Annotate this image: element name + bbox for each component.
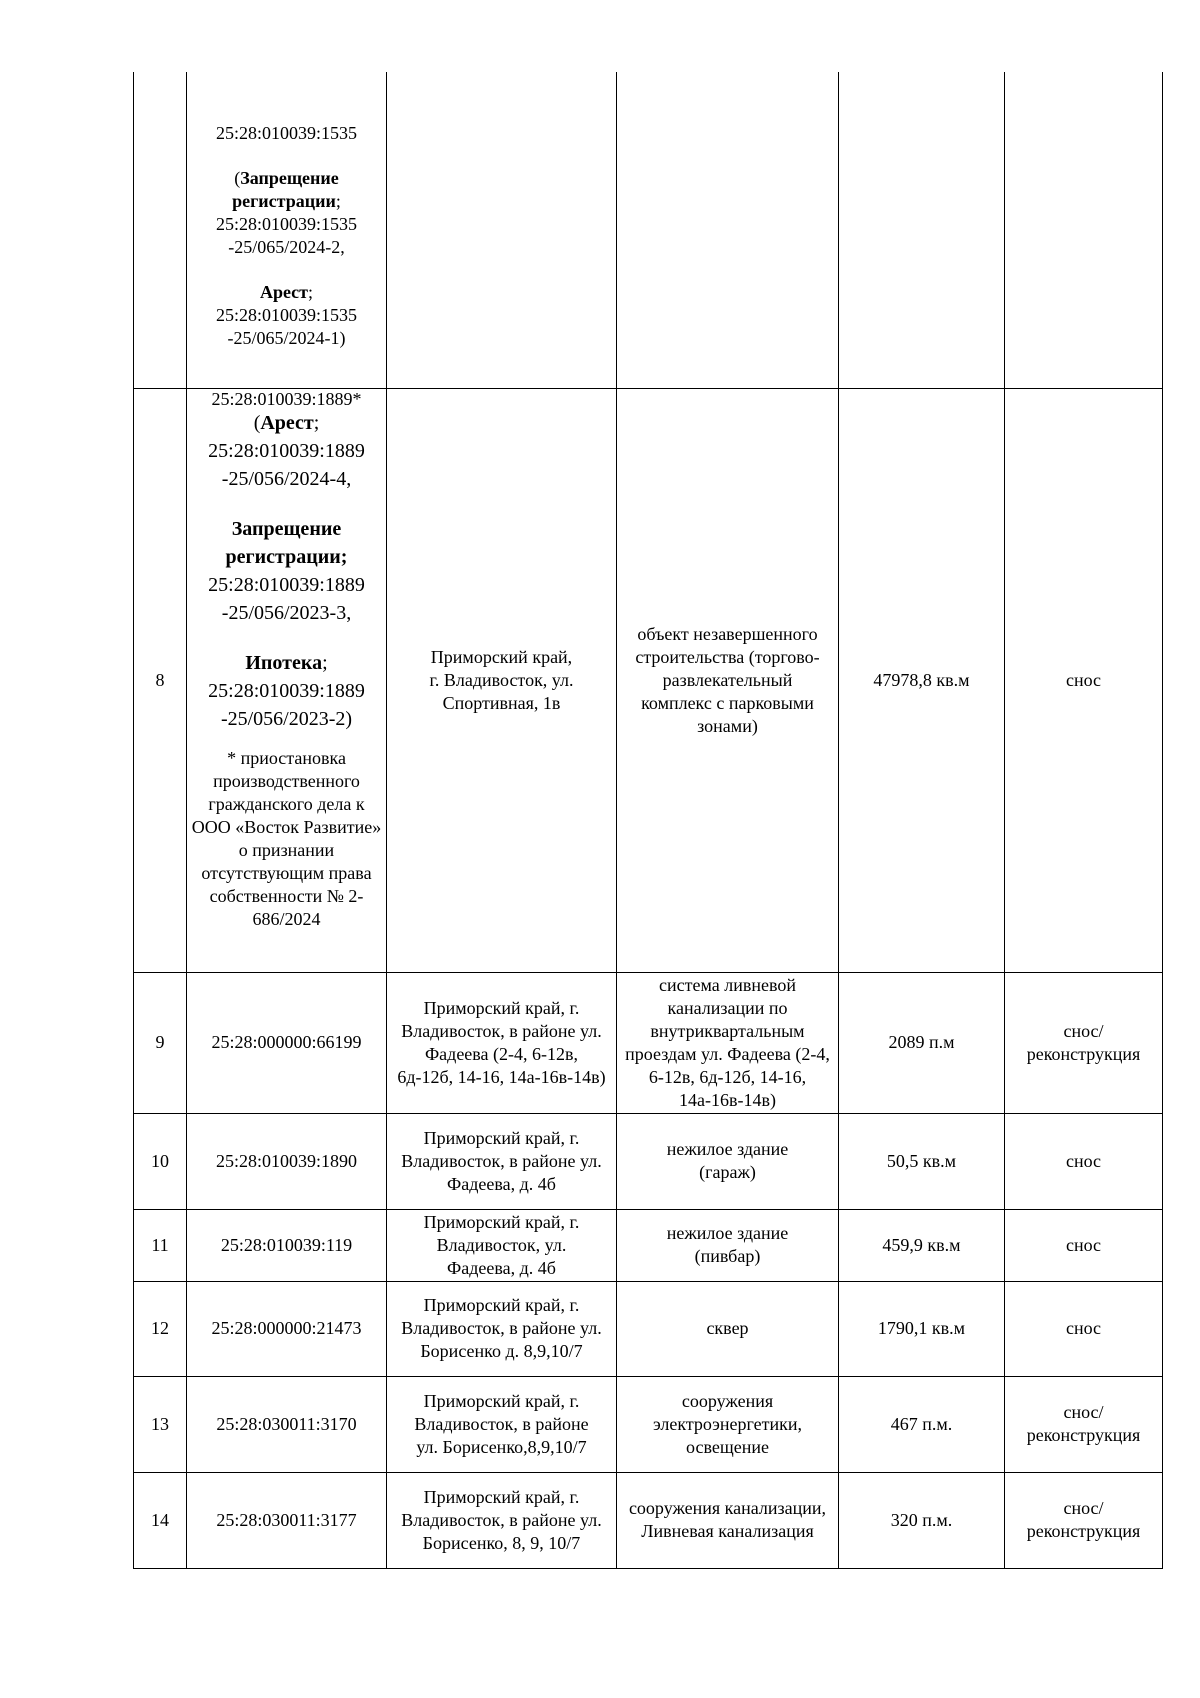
cell-action: снос bbox=[1005, 388, 1163, 972]
cell-address: Приморский край, г. Владивосток, ул. Спортивная, 1в bbox=[387, 388, 617, 972]
cell-object: нежилое здание (пивбар) bbox=[617, 1209, 839, 1281]
cell-size: 1790,1 кв.м bbox=[839, 1281, 1005, 1376]
encumbrance-1-label: Арест bbox=[260, 411, 314, 434]
cell-object bbox=[617, 72, 839, 388]
table-row bbox=[134, 388, 1163, 972]
cell-object: система ливневой канализации по внутриквартальным проездам ул. Фадеева (2-4, 6-12в, 6д-12б, 14-16, 14а-16в-14в) bbox=[617, 972, 839, 1113]
cell-size: 320 п.м. bbox=[839, 1472, 1005, 1568]
encumbrance-2: Арест; bbox=[259, 282, 314, 302]
cell-cadastral: 25:28:030011:3177 bbox=[187, 1472, 387, 1568]
cell-object: сооружения электроэнергетики, освещение bbox=[617, 1376, 839, 1472]
cell-cadastral: 25:28:030011:3170 bbox=[187, 1376, 387, 1472]
table-row bbox=[134, 1113, 1163, 1209]
cell-action: снос bbox=[1005, 1113, 1163, 1209]
cell-num: 10 bbox=[134, 1113, 187, 1209]
table-row bbox=[134, 1376, 1163, 1472]
cell-action: снос bbox=[1005, 1209, 1163, 1281]
cell-action bbox=[1005, 72, 1163, 388]
cell-action: снос/ реконструкция bbox=[1005, 1376, 1163, 1472]
cell-address bbox=[387, 72, 617, 388]
cell-object: сооружения канализации, Ливневая канализация bbox=[617, 1472, 839, 1568]
cell-address: Приморский край, г. Владивосток, в районе ул. Борисенко д. 8,9,10/7 bbox=[387, 1281, 617, 1376]
cell-action: снос bbox=[1005, 1281, 1163, 1376]
cell-size: 467 п.м. bbox=[839, 1376, 1005, 1472]
cell-address: Приморский край, г. Владивосток, в районе ул. Фадеева, д. 4б bbox=[387, 1113, 617, 1209]
cell-action: снос/ реконструкция bbox=[1005, 972, 1163, 1113]
encumbrance-2-label: Арест bbox=[259, 282, 309, 302]
cell-cadastral bbox=[187, 72, 387, 388]
encumbrance-2-number: 25:28:010039:1889 -25/056/2023-3, bbox=[208, 573, 365, 624]
cadastral-number: 25:28:010039:1889* bbox=[211, 388, 362, 409]
cell-num: 14 bbox=[134, 1472, 187, 1568]
cell-cadastral: 25:28:000000:21473 bbox=[187, 1281, 387, 1376]
cell-address: Приморский край, г. Владивосток, ул. Фадеева, д. 4б bbox=[387, 1209, 617, 1281]
encumbrance-3: Ипотека; bbox=[245, 651, 328, 674]
cell-num bbox=[134, 72, 187, 388]
table-row bbox=[134, 1209, 1163, 1281]
encumbrance-3-label: Ипотека bbox=[245, 651, 323, 674]
footnote: * приостановка производственного гражданского дела к ООО «Восток Развитие» о признании отсутствующим права собственности № 2-686/2024 bbox=[191, 747, 382, 929]
cadastral-number: 25:28:010039:1535 bbox=[215, 123, 357, 143]
cell-size: 2089 п.м bbox=[839, 972, 1005, 1113]
cell-address: Приморский край, г. Владивосток, в районе ул. Фадеева (2-4, 6-12в, 6д-12б, 14-16, 14а-16в-14в) bbox=[387, 972, 617, 1113]
cell-size: 47978,8 кв.м bbox=[839, 388, 1005, 972]
property-table bbox=[133, 72, 1163, 1569]
cell-num: 9 bbox=[134, 972, 187, 1113]
table-row bbox=[134, 1281, 1163, 1376]
cell-num: 11 bbox=[134, 1209, 187, 1281]
encumbrance-2-number: 25:28:010039:1535 -25/065/2024-1) bbox=[215, 305, 357, 348]
cell-object: объект незавершенного строительства (торгово-развлекательный комплекс с парковыми зонами) bbox=[617, 388, 839, 972]
encumbrance-2-label: Запрещение регистрации; bbox=[225, 517, 348, 568]
cell-num: 12 bbox=[134, 1281, 187, 1376]
cell-num: 13 bbox=[134, 1376, 187, 1472]
cell-object: нежилое здание (гараж) bbox=[617, 1113, 839, 1209]
cell-size bbox=[839, 72, 1005, 388]
cell-cadastral bbox=[187, 388, 387, 972]
table-row bbox=[134, 1472, 1163, 1568]
cell-cadastral: 25:28:000000:66199 bbox=[187, 972, 387, 1113]
table-row bbox=[134, 972, 1163, 1113]
cell-address: Приморский край, г. Владивосток, в районе ул. Борисенко, 8, 9, 10/7 bbox=[387, 1472, 617, 1568]
cell-cadastral: 25:28:010039:119 bbox=[187, 1209, 387, 1281]
cell-cadastral: 25:28:010039:1890 bbox=[187, 1113, 387, 1209]
cell-num: 8 bbox=[134, 388, 187, 972]
encumbrance-1: (Запрещение регистрации; bbox=[232, 168, 341, 211]
encumbrance-1-label: Запрещение регистрации bbox=[232, 168, 339, 211]
encumbrance-1-number: 25:28:010039:1889 -25/056/2024-4, bbox=[208, 439, 365, 490]
cell-object: сквер bbox=[617, 1281, 839, 1376]
cell-action: снос/ реконструкция bbox=[1005, 1472, 1163, 1568]
encumbrance-1: (Арест; bbox=[253, 411, 320, 434]
encumbrance-1-number: 25:28:010039:1535 -25/065/2024-2, bbox=[215, 214, 357, 257]
cell-address: Приморский край, г. Владивосток, в районе ул. Борисенко,8,9,10/7 bbox=[387, 1376, 617, 1472]
encumbrance-3-number: 25:28:010039:1889 -25/056/2023-2) bbox=[208, 679, 365, 730]
table-row-continued bbox=[134, 72, 1163, 388]
cell-size: 459,9 кв.м bbox=[839, 1209, 1005, 1281]
cell-size: 50,5 кв.м bbox=[839, 1113, 1005, 1209]
